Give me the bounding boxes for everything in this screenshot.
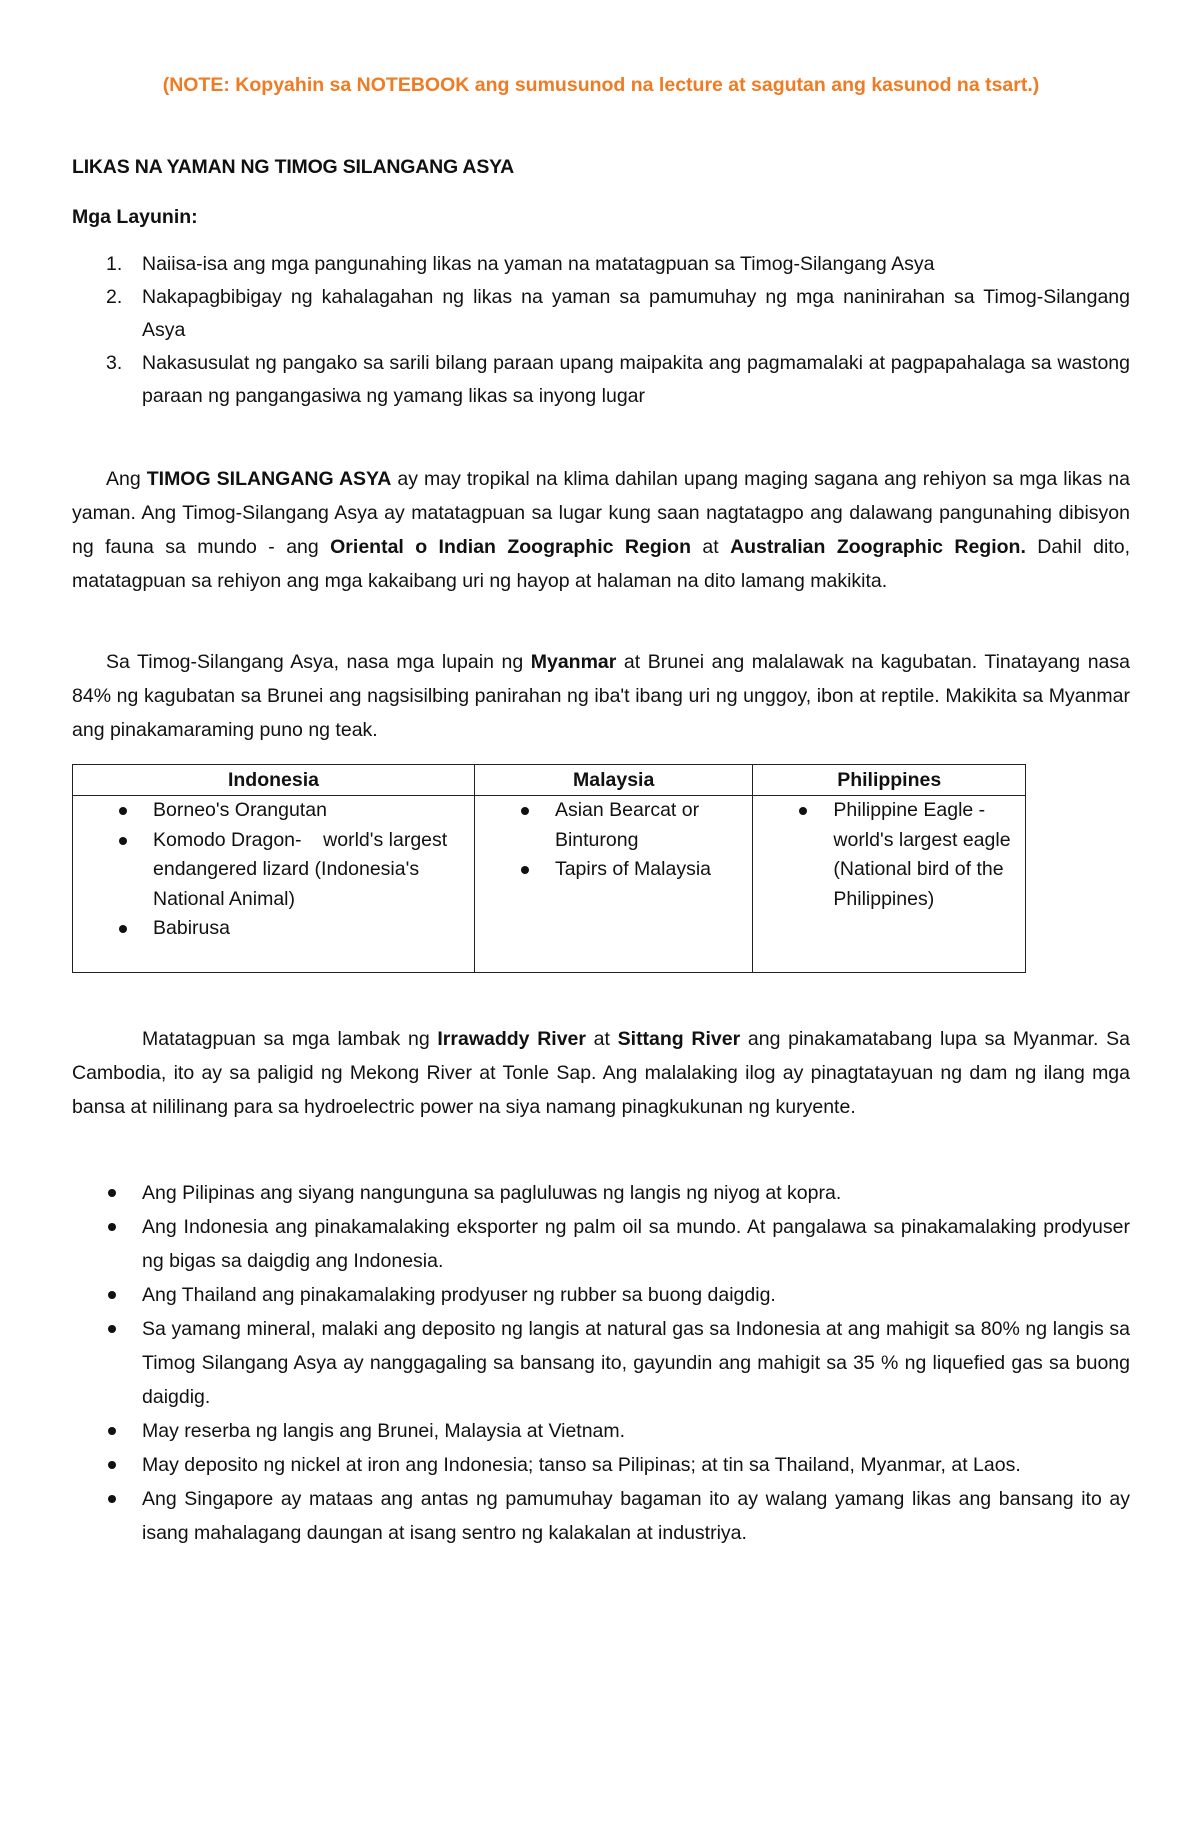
header-philippines: Philippines <box>753 765 1026 796</box>
text-run: at Brunei ang malalawak na kagubatan. Tinatayang nasa 84% ng kagubatan sa Brunei ang nagsisilbing panirahan ng iba't ibang uri ng unggoy, ibon at reptile. Makikita sa Myanmar ang pinakamaraming puno ng teak. <box>72 651 1130 741</box>
list-item <box>72 1176 1130 1210</box>
philippines-animal-list <box>753 796 1025 914</box>
list-item <box>475 855 752 885</box>
list-item <box>72 1278 1130 1312</box>
facts-list <box>72 1176 1130 1550</box>
notebook-note: (NOTE: Kopyahin sa NOTEBOOK ang sumusunod na lecture at sagutan ang kasunod na tsart.) <box>162 74 1040 96</box>
objectives-list <box>72 248 1130 413</box>
bold-run: TIMOG SILANGANG ASYA <box>146 468 392 490</box>
list-item <box>72 1482 1130 1550</box>
table-header-row <box>73 765 1026 796</box>
animal-name: Babirusa <box>153 917 230 939</box>
bold-run: Myanmar <box>530 651 617 673</box>
animal-name: Tapirs of Malaysia <box>554 858 711 880</box>
bullet-icon <box>521 866 529 874</box>
objective-item <box>72 347 1130 413</box>
malaysia-animal-list <box>475 796 752 885</box>
text-run: ang pinakamatabang lupa sa Myanmar. Sa Cambodia, ito ay sa paligid ng Mekong River at Tonle Sap. Ang malalaking ilog ay pinagtatayuan ng dam ng ilang mga bansa at nililinang para sa hydroelectric power na siya namang pinagkukunan ng kuryente. <box>72 1028 1131 1118</box>
text-run: at <box>691 536 731 558</box>
list-item <box>72 1312 1130 1414</box>
text-run: ay may tropikal na klima dahilan upang maging sagana ang rehiyon sa mga likas na yaman. Ang Timog-Silangang Asya ay matatagpuan sa lugar kung saan nagtatagpo ang dalawang pangunahing dibisyon ng fauna sa mundo - ang <box>72 468 1130 558</box>
intro-paragraph <box>72 462 1130 598</box>
animal-name: Komodo Dragon- world's largest endangered lizard (Indonesia's National Animal) <box>153 828 453 910</box>
bold-run: Sittang River <box>617 1028 741 1050</box>
list-item <box>72 1448 1130 1482</box>
table-row <box>73 796 1026 973</box>
bullet-icon <box>108 1461 116 1469</box>
animal-name: Asian Bearcat or Binturong <box>554 799 700 851</box>
bullet-icon <box>108 1427 116 1435</box>
objective-number: 2. <box>106 286 123 308</box>
fact-text: Ang Indonesia ang pinakamalaking eksporter ng palm oil sa mundo. At pangalawa sa pinakamalaking prodyuser ng bigas sa daigdig ang Indonesia. <box>142 1216 1130 1272</box>
list-item <box>753 796 1025 914</box>
rivers-paragraph <box>72 1022 1130 1124</box>
objective-text: Nakapagbibigay ng kahalagahan ng likas na yaman sa pamumuhay ng mga naninirahan sa Timog-Silangang Asya <box>142 286 1130 341</box>
bullet-icon <box>108 1325 116 1333</box>
bullet-icon <box>108 1223 116 1231</box>
fact-text: May reserba ng langis ang Brunei, Malaysia at Vietnam. <box>142 1420 626 1442</box>
header-malaysia: Malaysia <box>474 765 752 796</box>
fact-text: Ang Thailand ang pinakamalaking prodyuser ng rubber sa buong daigdig. <box>142 1284 776 1306</box>
objective-item <box>72 248 1130 281</box>
objective-number: 1. <box>106 253 123 275</box>
animals-table <box>72 764 1026 973</box>
objective-number: 3. <box>106 352 123 374</box>
bullet-icon <box>119 807 127 815</box>
objectives-label: Mga Layunin: <box>72 206 198 228</box>
bullet-icon <box>799 807 807 815</box>
list-item <box>73 826 474 915</box>
bullet-icon <box>119 925 127 933</box>
fact-text: May deposito ng nickel at iron ang Indonesia; tanso sa Pilipinas; at tin sa Thailand, Myanmar, at Laos. <box>142 1454 1021 1476</box>
list-item <box>72 1414 1130 1448</box>
text-run: Ang <box>106 468 147 490</box>
bullet-icon <box>108 1189 116 1197</box>
fact-text: Ang Pilipinas ang siyang nangunguna sa pagluluwas ng langis ng niyog at kopra. <box>142 1182 842 1204</box>
bullet-icon <box>521 807 529 815</box>
objective-text: Naiisa-isa ang mga pangunahing likas na yaman na matatagpuan sa Timog-Silangang Asya <box>142 253 935 275</box>
text-run: Sa Timog-Silangang Asya, nasa mga lupain ng <box>106 651 531 673</box>
text-run: Matatagpuan sa mga lambak ng <box>142 1028 438 1050</box>
animal-name: Philippine Eagle - world's largest eagle (National bird of the Philippines) <box>833 799 1011 910</box>
cell-malaysia <box>474 796 752 973</box>
bold-run: Oriental o Indian Zoographic Region <box>330 536 691 558</box>
bold-run: Australian Zoographic Region. <box>730 536 1026 558</box>
objective-text: Nakasusulat ng pangako sa sarili bilang paraan upang maipakita ang pagmamalaki at pagpapahalaga sa wastong paraan ng pangangasiwa ng yamang likas sa inyong lugar <box>142 352 1130 407</box>
objective-item <box>72 281 1130 347</box>
cell-indonesia <box>73 796 475 973</box>
list-item <box>73 914 474 944</box>
forest-paragraph <box>72 645 1130 747</box>
text-run: at <box>585 1028 618 1050</box>
bold-run: Irrawaddy River <box>437 1028 586 1050</box>
fact-text: Ang Singapore ay mataas ang antas ng pamumuhay bagaman ito ay walang yamang likas ang bansang ito ay isang mahalagang daungan at isang sentro ng kalakalan at industriya. <box>142 1488 1130 1544</box>
list-item <box>475 796 752 855</box>
bullet-icon <box>108 1291 116 1299</box>
text-run: Dahil dito, matatagpuan sa rehiyon ang mga kakaibang uri ng hayop at halaman na dito lamang makikita. <box>72 536 1130 592</box>
indonesia-animal-list <box>73 796 474 944</box>
fact-text: Sa yamang mineral, malaki ang deposito ng langis at natural gas sa Indonesia at ang mahigit sa 80% ng langis sa Timog Silangang Asya ay nanggagaling sa bansang ito, gayundin ang mahigit sa 35 % ng liquefied gas sa buong daigdig. <box>142 1318 1130 1408</box>
list-item <box>73 796 474 826</box>
page-title: LIKAS NA YAMAN NG TIMOG SILANGANG ASYA <box>72 156 515 178</box>
bullet-icon <box>108 1495 116 1503</box>
list-item <box>72 1210 1130 1278</box>
animal-name: Borneo's Orangutan <box>153 799 327 821</box>
bullet-icon <box>119 837 127 845</box>
header-indonesia: Indonesia <box>73 765 475 796</box>
cell-philippines <box>753 796 1026 973</box>
